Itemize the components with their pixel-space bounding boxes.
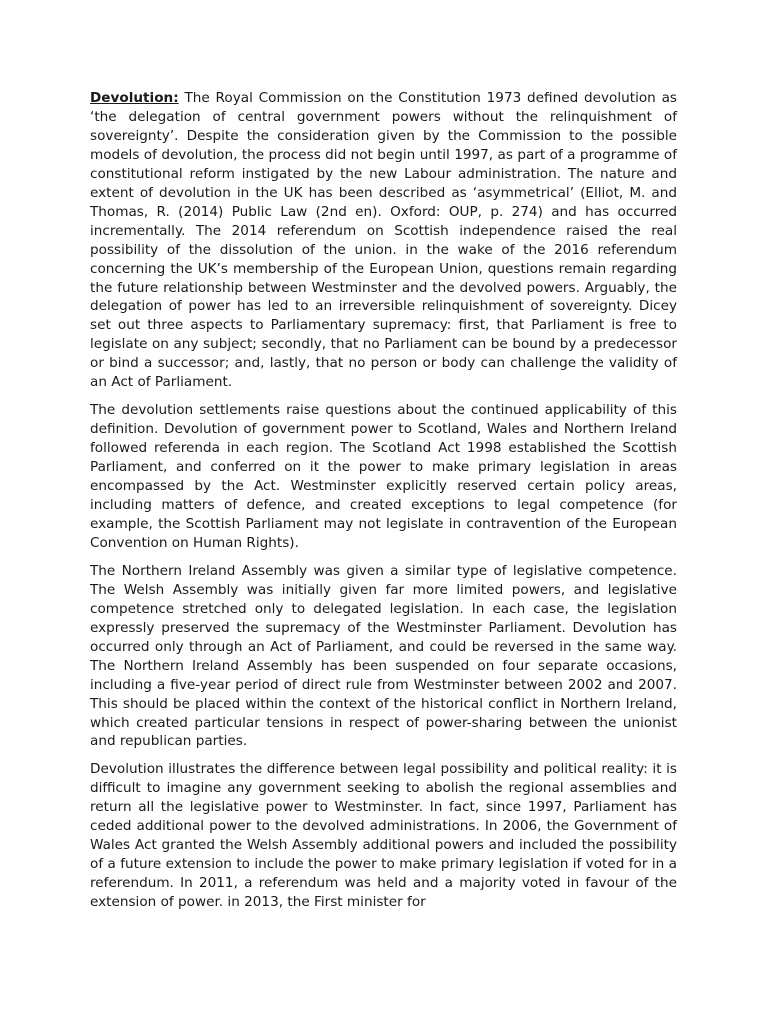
paragraph-1-text: The Royal Commission on the Constitution 1973 defined devolution as ‘the delegation of central government powers without the relinquishment of sovereignty’. Despite the consideration given by the Commission to the possible models of devolution, the process did not begin until 1997, as part of a programme of constitutional reform instigated by the new Labour administration. The nature and extent of devolution in the UK has been described as ‘asymmetrical’ (Elliot, M. and Thomas, R. (2014) Public Law (2nd en). Oxford: OUP, p. 274) and has occurred incrementally. The 2014 referendum on Scottish independence raised the real possibility of the dissolution of the union. in the wake of the 2016 referendum concerning the UK’s membership of the European Union, questions remain regarding the future relationship between Westminster and the devolved powers. Arguably, the delegation of power has led to an irreversible relinquishment of sovereignty. Dicey set out three aspects to Parliamentary supremacy: first, that Parliament is free to legislate on any subject; secondly, that no Parliament can be bound by a predecessor or bind a successor; and, lastly, that no person or body can challenge the validity of an Act of Parliament.	[90, 90, 677, 391]
section-heading: Devolution:	[90, 90, 179, 106]
paragraph-1	[90, 89, 677, 392]
paragraph-4: Devolution illustrates the difference between legal possibility and political reality: it is difficult to imagine any government seeking to abolish the regional assemblies and return all the legislative power to Westminster. In fact, since 1997, Parliament has ceded additional power to the devolved administrations. In 2006, the Government of Wales Act granted the Welsh Assembly additional powers and included the possibility of a future extension to include the power to make primary legislation if voted for in a referendum. In 2011, a referendum was held and a majority voted in favour of the extension of power. in 2013, the First minister for	[90, 761, 677, 911]
document-page	[90, 89, 677, 921]
paragraph-3: The Northern Ireland Assembly was given a similar type of legislative competence. The Welsh Assembly was initially given far more limited powers, and legislative competence stretched only to delegated legislation. In each case, the legislation expressly preserved the supremacy of the Westminster Parliament. Devolution has occurred only through an Act of Parliament, and could be reversed in the same way. The Northern Ireland Assembly has been suspended on four separate occasions, including a five-year period of direct rule from Westminster between 2002 and 2007. This should be placed within the context of the historical conflict in Northern Ireland, which created particular tensions in respect of power-sharing between the unionist and republican parties.	[90, 562, 677, 750]
paragraph-2: The devolution settlements raise questions about the continued applicability of this definition. Devolution of government power to Scotland, Wales and Northern Ireland followed referenda in each region. The Scotland Act 1998 established the Scottish Parliament, and conferred on it the power to make primary legislation in areas encompassed by the Act. Westminster explicitly reserved certain policy areas, including matters of defence, and created exceptions to legal competence (for example, the Scottish Parliament may not legislate in contravention of the European Convention on Human Rights).	[90, 402, 677, 551]
